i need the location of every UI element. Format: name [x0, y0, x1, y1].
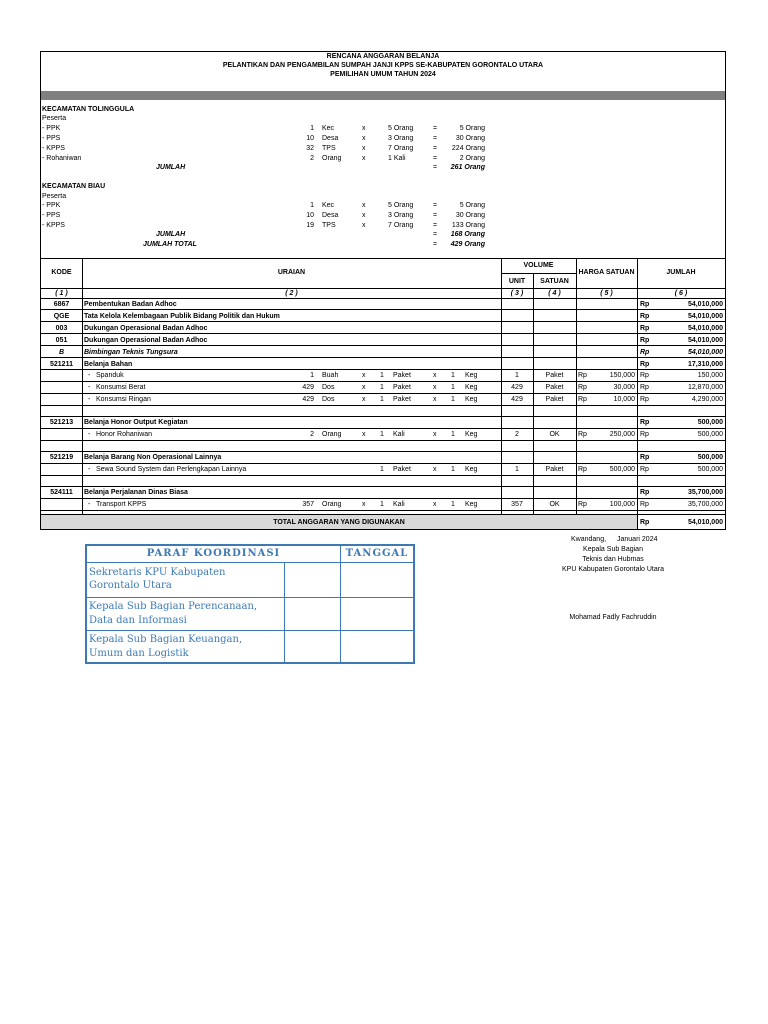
- tanggal-header: TANGGAL: [345, 548, 409, 559]
- jumlah-label: JUMLAH: [156, 231, 186, 238]
- total-label: TOTAL ANGGARAN YANG DIGUNAKAN: [273, 519, 405, 526]
- paraf-row-label: Sekretaris KPU Kabupaten Gorontalo Utara: [89, 567, 226, 591]
- peserta-label: Peserta: [42, 193, 67, 200]
- signature-position: Kepala Sub Bagian: [583, 546, 643, 553]
- signature-date: Januari 2024: [617, 536, 658, 543]
- col-unit: UNIT: [508, 278, 526, 285]
- peserta-label: Peserta: [42, 115, 67, 122]
- doc-title: RENCANA ANGGARAN BELANJA: [326, 53, 440, 60]
- jumlah-value: 261 Orang: [450, 164, 485, 171]
- total-value: 54,010,000: [687, 519, 723, 526]
- jumlah-total-value: 429 Orang: [450, 241, 485, 248]
- col-uraian: URAIAN: [277, 269, 306, 276]
- signature-name: Mohamad Fadly Fachruddin: [569, 614, 657, 621]
- doc-subtitle-2: PEMILIHAN UMUM TAHUN 2024: [330, 71, 436, 78]
- jumlah-total-label: JUMLAH TOTAL: [143, 241, 197, 248]
- doc-subtitle: PELANTIKAN DAN PENGAMBILAN SUMPAH JANJI KPPS SE-KABUPATEN GORONTALO UTARA: [222, 62, 544, 69]
- signature-position: KPU Kabupaten Gorontalo Utara: [562, 566, 664, 573]
- kecamatan-title: KECAMATAN BIAU: [42, 183, 106, 190]
- gray-band: [41, 91, 725, 100]
- paraf-row-label: Kepala Sub Bagian Perencanaan, Data dan Informasi: [89, 601, 258, 626]
- col-volume: VOLUME: [523, 262, 554, 269]
- budget-sheet: RENCANA ANGGARAN BELANJA PELANTIKAN DAN PENGAMBILAN SUMPAH JANJI KPPS SE-KABUPATEN GORONTALO UTARA PEMILIHAN UMUM TAHUN 2024 KECAMATAN TOLINGGULA Peserta - PPK 1 Kec x 5 Orang = 5 Orang - PPS 10 Desa x 3 Orang = 30 Orang - KPPS 32 TPS x 7 Orang = 224 Orang - Rohaniwan 2 Orang x 1 Kali = 2 Orang JUMLAH = 261 Orang KECAMATAN BIAU Peserta - PPK 1 Kec x 5 Orang = 5 Orang - PPS 10 Desa x 3 Orang = 30 Orang - KPPS 19 TPS x 7 Orang = 133 Orang JUMLAH = 168 Orang JUMLAH TOTAL = 429 Orang KODE URAIAN VOLUME UNIT SATUAN HARGA SATUAN JUMLAH ( 1 ) ( 2 ) ( 3 ) ( 4 ) ( 5 ) ( 6 ) 6867 Pembentukan Badan Adhoc Rp 54,010,000 QGE Tata Kelola Kelembagaan Publik Bidang Politik dan Hukum Rp 54,010,000 003 Dukungan Operasional Badan Adhoc Rp 54,010,000 051 Dukungan Operasional Badan Adhoc Rp 54,010,000 B Bimbingan Teknis Tungsura Rp 54,010,000 521211 Belanja Bahan Rp 17,310,000 - Spanduk 1 Buah x 1 Paket x 1 Keg 1 Paket Rp 150,000 Rp 150,000 - Konsumsi Berat 429 Dos x 1 Paket x 1 Keg 429 Paket Rp 30,000 Rp 12,870,000 - Konsumsi Ringan 429 Dos x 1 Paket x 1 Keg 429 Paket Rp 10,000 Rp 4,290,000 521213 Belanja Honor Output Kegiatan Rp 500,000 - Honor Rohaniwan 2 Orang x 1 Kali x 1 Keg 2 OK Rp 250,000 Rp 500,000 521219 Belanja Barang Non Operasional Lainnya Rp 500,000 - Sewa Sound System dan Perlengkapan Lainnya 1 Paket x 1 Keg 1 Paket Rp 500,000 Rp 500,000 524111 Belanja Perjalanan Dinas Biasa Rp 35,700,000 - Transport KPPS 357 Orang x 1 Kali x 1 Keg 357 OK Rp 100,000 Rp 35,700,000 TOTAL ANGGARAN YANG DIGUNAKAN Rp 54,010,000: [40, 51, 726, 530]
- jumlah-label: JUMLAH: [156, 164, 186, 171]
- jumlah-value: 168 Orang: [450, 231, 485, 238]
- col-satuan: SATUAN: [540, 278, 569, 285]
- paraf-koordinasi-box: [85, 544, 415, 664]
- signature-position: Teknis dan Hubmas: [582, 556, 644, 563]
- col-jumlah: JUMLAH: [666, 269, 696, 276]
- kecamatan-title: KECAMATAN TOLINGGULA: [42, 106, 135, 113]
- col-harga-satuan: HARGA SATUAN: [578, 269, 635, 276]
- paraf-title: PARAF KOORDINASI: [146, 548, 281, 559]
- signature-place: Kwandang,: [571, 536, 607, 543]
- paraf-row-label: Kepala Sub Bagian Keuangan, Umum dan Logistik: [89, 634, 243, 659]
- col-kode: KODE: [51, 269, 72, 276]
